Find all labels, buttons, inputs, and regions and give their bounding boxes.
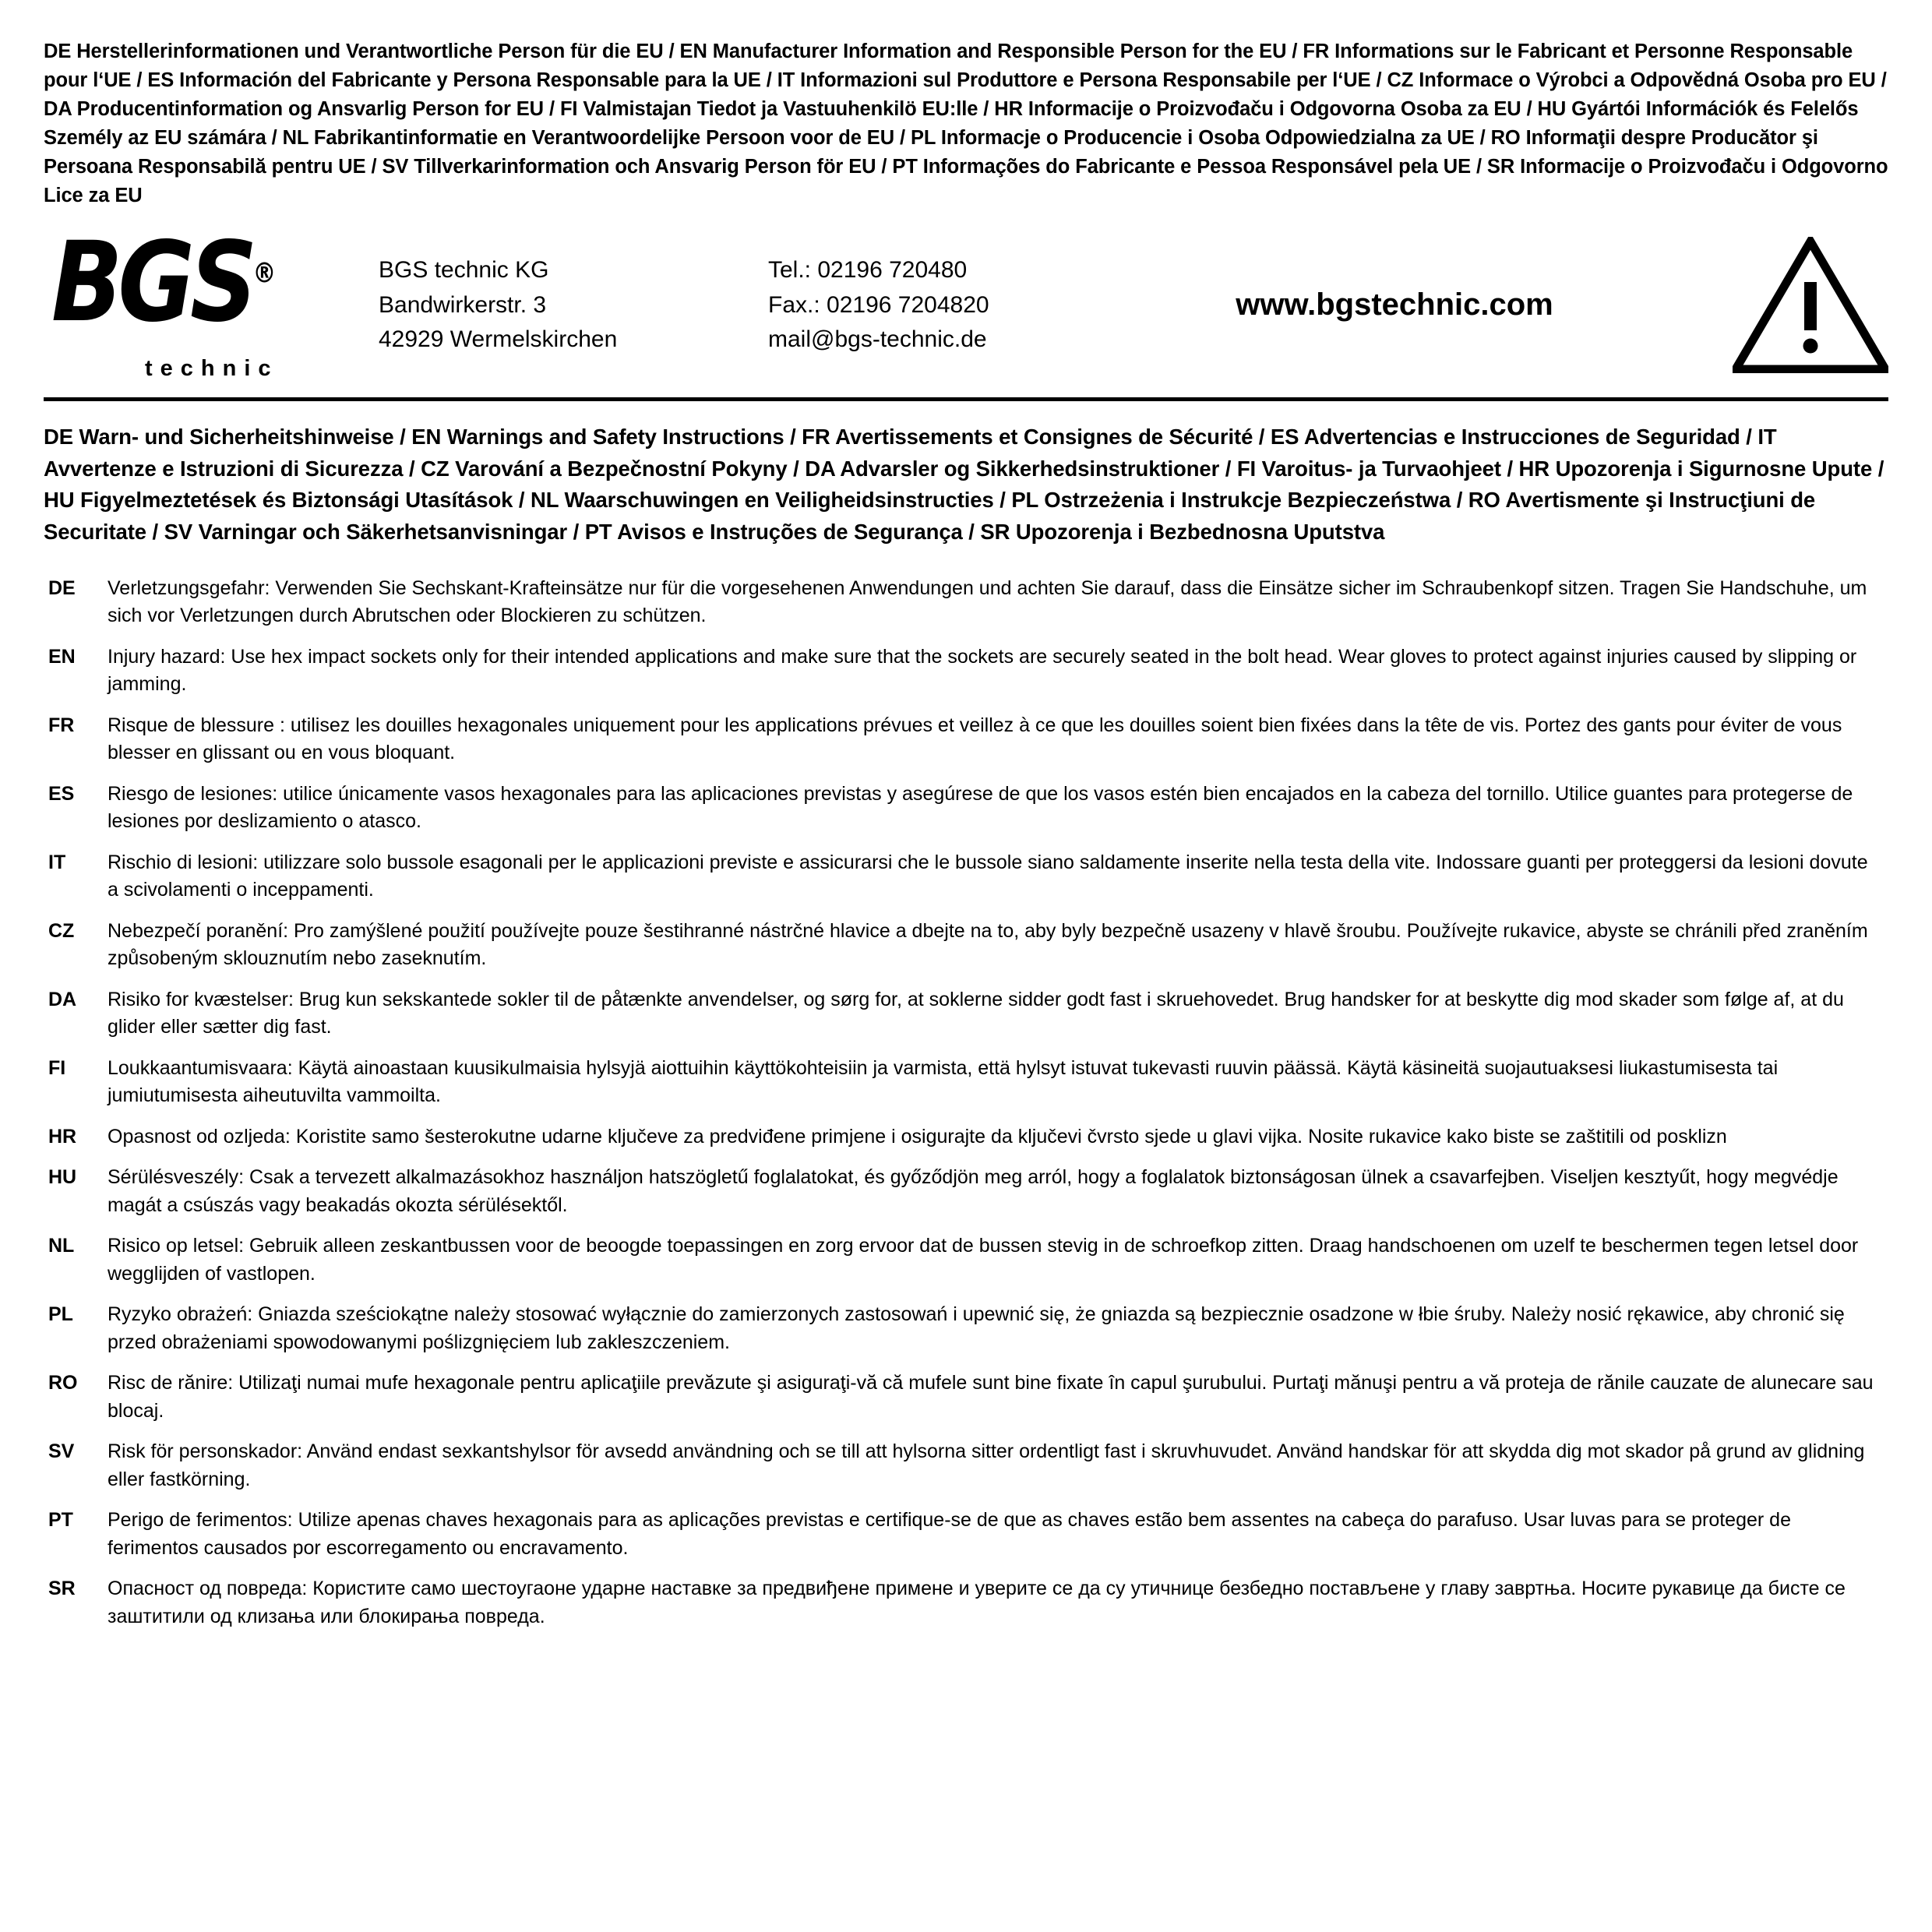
- language-text: Sérülésveszély: Csak a tervezett alkalmazásokhoz használjon hatszögletű foglalatokat, és győződjön meg arról, hogy a foglalatok biztonságosan ülnek a csavarfejben. Viseljen kesztyűt, hogy megvédje magát a csúszás vagy beakadás okozta sérülésektől.: [108, 1166, 1839, 1216]
- language-code: RO: [48, 1372, 78, 1394]
- safety-instructions-heading: DE Warn- und Sicherheitshinweise / EN Warnings and Safety Instructions / FR Avertissements et Consignes de Sécurité / ES Advertencias e Instrucciones de Seguridad / IT Avvertenze e Istruzioni di Sicurezza / CZ Varování a Bezpečnostní Pokyny / DA Advarsler og Sikkerhedsinstruktioner / FI Varoitus- ja Turvaohjeet / HR Upozorenja i Sigurnosne Upute / HU Figyelmeztetések és Biztonsági Utasítások / NL Waarschuwingen en Veiligheidsinstructies / PL Ostrzeżenia i Instrukcje Bezpieczeństwa / RO Avertismente şi Instrucţiuni de Securitate / SV Varningar och Säkerhetsanvisningar / PT Avisos e Instruções de Segurança / SR Upozorenja i Bezbednosna Uputstva: [44, 424, 1884, 544]
- language-text: Nebezpečí poranění: Pro zamýšlené použití používejte pouze šestihranné nástrčné hlavice a dbejte na to, aby byly bezpečně usazeny v hlavě šroubu. Používejte rukavice, abyste se chránili před zraněním způsobeným sklouznutím nebo zaseknutím.: [108, 919, 1868, 970]
- language-text: Rischio di lesioni: utilizzare solo bussole esagonali per le applicazioni previste e assicurarsi che le bussole siano saldamente inserite nella testa della vite. Indossare guanti per proteggersi da lesioni dovute a scivolamenti o inceppamenti.: [108, 851, 1868, 901]
- language-code: IT: [48, 851, 66, 873]
- manufacturer-info-heading: DE Herstellerinformationen und Verantwortliche Person für die EU / EN Manufacturer Information and Responsible Person for the EU / FR Informations sur le Fabricant et Personne Responsable pour l‘UE / ES Información del Fabricante y Persona Responsable para la UE / IT Informazioni sul Produttore e Persona Responsabile per l‘UE / CZ Informace o Výrobci a Odpovědná Osoba pro EU / DA Producentinformation og Ansvarlig Person for EU / FI Valmistajan Tiedot ja Vastuuhenkilö EU:lle / HR Informacije o Proizvođaču i Odgovorna Osoba za EU / HU Gyártói Információk és Felelős Személy az EU számára / NL Fabrikantinformatie en Verantwoordelijke Persoon voor de EU / PL Informacje o Producencie i Osoba Odpowiedzialna za UE / RO Informaţii despre Producător şi Persoana Responsabilă pentru UE / SV Tillverkarinformation och Ansvarig Person för EU / PT Informações do Fabricante e Pessoa Responsável pela UE / SR Informacije o Proizvođaču i Odgovorno Lice za EU: [44, 41, 1888, 206]
- list-item: [44, 1370, 1888, 1425]
- list-item: [44, 1438, 1888, 1493]
- bgs-logo-text: BGS: [51, 219, 253, 347]
- company-tel: Tel.: 02196 720480: [768, 257, 968, 284]
- list-item: [44, 1232, 1888, 1288]
- list-item: [44, 575, 1888, 630]
- registered-mark-icon: ®: [252, 258, 277, 291]
- company-city: 42929 Wermelskirchen: [379, 326, 618, 352]
- list-item: [44, 1575, 1888, 1631]
- language-code: SR: [48, 1578, 76, 1600]
- language-text: Risque de blessure : utilisez les douilles hexagonales uniquement pour les applications prévues et veillez à ce que les douilles soient bien fixées dans la tête de vis. Portez des gants pour éviter de vous blesser en glissant ou en vous bloquant.: [108, 714, 1842, 764]
- language-text: Risiko for kvæstelser: Brug kun sekskantede sokler til de påtænkte anvendelser, og sørg for, at soklerne sidder godt fast i skruehovedet. Brug handsker for at beskytte dig mod skader som følge af, at du glider eller sætter dig fast.: [108, 988, 1844, 1038]
- language-text: Opasnost od ozljeda: Koristite samo šesterokutne udarne ključeve za predviđene primjene i osigurajte da ključevi čvrsto sjede u glavi vijka. Nosite rukavice kako biste se zaštitili od posklizn: [108, 1125, 1727, 1148]
- language-code: HU: [48, 1166, 77, 1189]
- language-code: SV: [48, 1440, 75, 1463]
- list-item: [44, 986, 1888, 1042]
- language-text: Опасност од повреда: Користите само шестоугаоне ударне наставке за предвиђене примене и уверите се да су утичнице безбедно постављене у главу завртња. Носите рукавице да бисте се заштитили од клизања или блокирања повреда.: [108, 1578, 1846, 1627]
- warning-triangle-container: [1701, 237, 1888, 373]
- language-code: NL: [48, 1235, 75, 1257]
- language-code: PT: [48, 1509, 73, 1532]
- language-text: Loukkaantumisvaara: Käytä ainoastaan kuusikulmaisia hylsyjä aiottuihin käyttökohteisiin ja varmista, että hylsyt istuvat tukevasti ruuvin päässä. Käytä käsineitä suojautuaksesi liukastumisesta tai jumiutumisesta aiheutuvilta vammoilta.: [108, 1056, 1779, 1107]
- list-item: [44, 1301, 1888, 1356]
- list-item: [44, 1507, 1888, 1562]
- list-item: [44, 712, 1888, 767]
- language-code: CZ: [48, 919, 75, 942]
- company-address: [379, 253, 768, 357]
- language-code: EN: [48, 645, 76, 668]
- bgs-logo-wordmark: [51, 219, 277, 347]
- language-text: Risc de rănire: Utilizaţi numai mufe hexagonale pentru aplicaţiile prevăzute şi asiguraţi-vă că mufele sunt bine fixate în capul şurubului. Purtaţi mănuşi pentru a vă proteja de rănile cauzate de alunecare sau blocaj.: [108, 1372, 1874, 1422]
- company-website[interactable]: www.bgstechnic.com: [1236, 287, 1553, 323]
- language-text: Riesgo de lesiones: utilice únicamente vasos hexagonales para las aplicaciones previstas y asegúrese de que los vasos estén bien encajados en la cabeza del tornillo. Utilice guantes para protegerse de lesiones por deslizamiento o atasco.: [108, 782, 1853, 833]
- language-text: Verletzungsgefahr: Verwenden Sie Sechskant-Krafteinsätze nur für die vorgesehenen Anwendungen und achten Sie darauf, dass die Einsätze sicher im Schraubenkopf sitzen. Tragen Sie Handschuhe, um sich vor Verletzungen durch Abrutschen oder Blockieren zu schützen.: [108, 576, 1867, 627]
- language-code: ES: [48, 782, 75, 805]
- language-code: DA: [48, 988, 77, 1010]
- language-code: HR: [48, 1125, 77, 1148]
- list-item: [44, 1123, 1888, 1151]
- language-code: FI: [48, 1056, 66, 1079]
- warning-triangle-icon: [1733, 237, 1888, 373]
- company-street: Bandwirkerstr. 3: [379, 291, 547, 318]
- company-fax: Fax.: 02196 7204820: [768, 291, 989, 318]
- language-code: DE: [48, 576, 76, 599]
- list-item: [44, 1164, 1888, 1219]
- bgs-logo: [44, 219, 379, 382]
- company-email[interactable]: mail@bgs-technic.de: [768, 326, 987, 352]
- language-text: Injury hazard: Use hex impact sockets only for their intended applications and make sure that the sockets are securely seated in the bolt head. Wear gloves to protect against injuries caused by slipping or jamming.: [108, 645, 1857, 696]
- list-item: [44, 643, 1888, 699]
- company-band: [44, 219, 1888, 401]
- list-item: [44, 918, 1888, 973]
- safety-instruction-list: [44, 575, 1888, 1631]
- company-name: BGS technic KG: [379, 257, 549, 284]
- list-item: [44, 781, 1888, 836]
- language-code: FR: [48, 714, 75, 736]
- language-text: Risk för personskador: Använd endast sexkantshylsor för avsedd användning och se till att hylsorna sitter ordentligt fast i skruvhuvudet. Använd handskar för att skydda dig mot skador på grund av glidning eller fastkörning.: [108, 1440, 1865, 1490]
- company-contact: [768, 253, 1111, 357]
- list-item: [44, 1055, 1888, 1110]
- list-item: [44, 849, 1888, 904]
- bgs-logo-subtitle: technic: [145, 356, 279, 382]
- language-text: Ryzyko obrażeń: Gniazda sześciokątne należy stosować wyłącznie do zamierzonych zastosowań i upewnić się, że gniazda są bezpiecznie osadzone w łbie śruby. Należy nosić rękawice, aby chronić się przed obrażeniami spowodowanymi poślizgnięciem lub zakleszczeniem.: [108, 1303, 1845, 1353]
- language-text: Perigo de ferimentos: Utilize apenas chaves hexagonais para as aplicações previstas e certifique-se de que as chaves estão bem assentes na cabeça do parafuso. Usar luvas para se proteger de ferimentos causados por escorregamento ou encravamento.: [108, 1509, 1791, 1559]
- language-text: Risico op letsel: Gebruik alleen zeskantbussen voor de beoogde toepassingen en zorg ervoor dat de bussen stevig in de schroefkop zitten. Draag handschoenen om uzelf te beschermen tegen letsel door wegglijden of vastlopen.: [108, 1235, 1859, 1285]
- language-code: PL: [48, 1303, 73, 1326]
